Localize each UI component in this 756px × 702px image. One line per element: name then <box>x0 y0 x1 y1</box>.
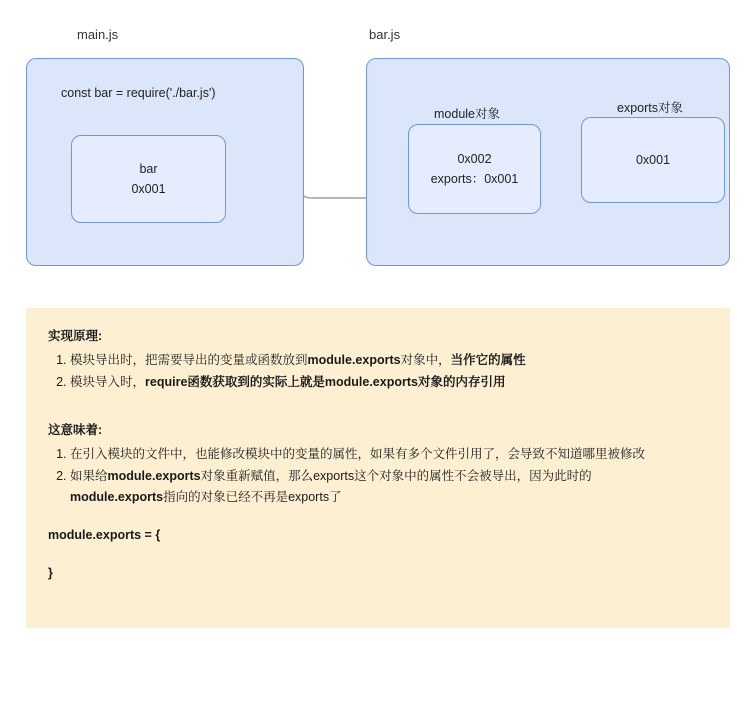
require-code-text: const bar = require('./bar.js') <box>61 86 216 100</box>
spacer <box>48 394 708 420</box>
label-module-object: module对象 <box>434 107 500 121</box>
meaning-title: 这意味着: <box>48 423 103 437</box>
module-object-box <box>408 124 541 214</box>
meaning-list <box>48 444 708 508</box>
exports-object-box <box>581 117 725 203</box>
diagram-area <box>0 0 756 290</box>
list-item: 1. 在引入模块的文件中，也能修改模块中的变量的属性，如果有多个文件引用了，会导致不知道哪里被修改 <box>70 444 708 465</box>
code-open-line: module.exports = { <box>48 528 161 542</box>
label-main-file: main.js <box>77 27 119 42</box>
label-bar-file: bar.js <box>369 27 401 42</box>
exports-address: 0x001 <box>635 153 671 167</box>
list-item: 2. 如果给module.exports对象重新赋值，那么exports这个对象中的属性不会被导出，因为此时的 module.exports指向的对象已经不再是exports了 <box>70 466 708 508</box>
explanation-panel <box>26 308 730 628</box>
list-item: 2. 模块导入时，require函数获取到的实际上就是module.exports对象的内存引用 <box>70 372 708 393</box>
bar-variable-box <box>71 135 226 223</box>
principle-title: 实现原理: <box>48 329 103 343</box>
label-exports-object: exports对象 <box>617 101 683 115</box>
bar-variable-name: bar <box>139 162 158 176</box>
bar-variable-address: 0x001 <box>131 182 166 196</box>
module-exports-line: exports：0x001 <box>430 172 519 186</box>
principle-list <box>48 350 708 393</box>
module-address: 0x002 <box>457 152 492 166</box>
code-close-line: } <box>48 566 53 580</box>
list-item: 1. 模块导出时，把需要导出的变量或函数放到module.exports对象中，当作它的属性 <box>70 350 708 371</box>
